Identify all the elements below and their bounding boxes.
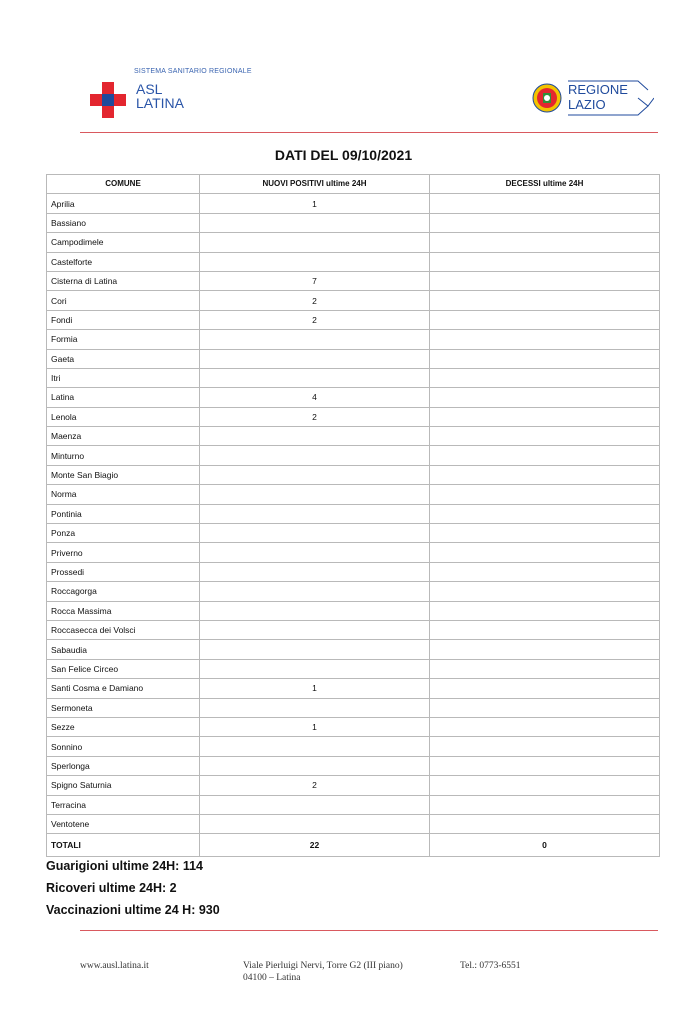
footer-website[interactable]: www.ausl.latina.it	[80, 961, 149, 971]
document-title: DATI DEL 09/10/2021	[274, 147, 413, 163]
cell-comune: Lenola	[47, 407, 200, 426]
cell-comune: Latina	[47, 388, 200, 407]
cell-positivi	[200, 620, 430, 639]
table-header-row	[47, 175, 660, 194]
cell-comune: Itri	[47, 368, 200, 387]
table-row	[47, 756, 660, 775]
table-row	[47, 233, 660, 252]
cell-decessi	[430, 659, 660, 678]
cell-positivi: 2	[200, 291, 430, 310]
cell-decessi	[430, 213, 660, 232]
asl-name-line2: LATINA	[136, 95, 184, 111]
table-row	[47, 291, 660, 310]
table-row	[47, 349, 660, 368]
cell-positivi	[200, 349, 430, 368]
cell-positivi	[200, 252, 430, 271]
cell-decessi	[430, 504, 660, 523]
cell-positivi	[200, 562, 430, 581]
cell-decessi	[430, 465, 660, 484]
table-row	[47, 543, 660, 562]
cell-positivi: 1	[200, 194, 430, 213]
cell-comune: Castelforte	[47, 252, 200, 271]
cell-positivi	[200, 427, 430, 446]
summary-ricoveri: Ricoveri ultime 24H: 2	[46, 881, 177, 895]
table-row	[47, 620, 660, 639]
table-row	[47, 562, 660, 581]
cell-positivi	[200, 756, 430, 775]
cell-comune: Sperlonga	[47, 756, 200, 775]
cell-comune: Spigno Saturnia	[47, 776, 200, 795]
cell-comune: Sermoneta	[47, 698, 200, 717]
table-body	[47, 194, 660, 834]
cell-comune: Roccasecca dei Volsci	[47, 620, 200, 639]
cell-comune: Roccagorga	[47, 582, 200, 601]
totals-positivi: 22	[200, 834, 430, 857]
cell-decessi	[430, 562, 660, 581]
cell-positivi: 2	[200, 776, 430, 795]
cell-decessi	[430, 368, 660, 387]
cell-comune: Sabaudia	[47, 640, 200, 659]
cell-positivi	[200, 601, 430, 620]
cell-comune: Rocca Massima	[47, 601, 200, 620]
table-row	[47, 252, 660, 271]
cell-decessi	[430, 776, 660, 795]
cell-comune: Priverno	[47, 543, 200, 562]
cell-comune: Terracina	[47, 795, 200, 814]
cell-decessi	[430, 446, 660, 465]
table-row	[47, 659, 660, 678]
table-row	[47, 427, 660, 446]
cell-decessi	[430, 349, 660, 368]
summary-vaccinazioni: Vaccinazioni ultime 24 H: 930	[46, 903, 220, 917]
cell-decessi	[430, 291, 660, 310]
cell-decessi	[430, 756, 660, 775]
cell-comune: Norma	[47, 485, 200, 504]
cell-comune: Maenza	[47, 427, 200, 446]
cell-comune: San Felice Circeo	[47, 659, 200, 678]
cell-comune: Monte San Biagio	[47, 465, 200, 484]
cell-positivi: 7	[200, 271, 430, 290]
table-row	[47, 679, 660, 698]
cell-positivi	[200, 524, 430, 543]
table-row	[47, 310, 660, 329]
cell-positivi	[200, 737, 430, 756]
cell-decessi	[430, 524, 660, 543]
cell-decessi	[430, 698, 660, 717]
regione-lazio-logo	[532, 80, 657, 120]
region-name-line1: REGIONE	[568, 82, 628, 97]
table-row	[47, 446, 660, 465]
cell-decessi	[430, 679, 660, 698]
cell-positivi	[200, 640, 430, 659]
table-row	[47, 194, 660, 213]
cell-decessi	[430, 640, 660, 659]
table-row	[47, 465, 660, 484]
cell-decessi	[430, 233, 660, 252]
cell-positivi: 1	[200, 717, 430, 736]
cell-comune: Pontinia	[47, 504, 200, 523]
cell-positivi: 2	[200, 310, 430, 329]
cell-positivi	[200, 582, 430, 601]
totals-decessi: 0	[430, 834, 660, 857]
table-row	[47, 582, 660, 601]
cell-decessi	[430, 485, 660, 504]
cell-positivi	[200, 698, 430, 717]
cell-positivi	[200, 330, 430, 349]
table-row	[47, 814, 660, 833]
cell-decessi	[430, 543, 660, 562]
cell-comune: Sonnino	[47, 737, 200, 756]
footer-address-line1: Viale Pierluigi Nervi, Torre G2 (III piano)	[243, 961, 403, 971]
cell-comune: Santi Cosma e Damiano	[47, 679, 200, 698]
cell-comune: Cisterna di Latina	[47, 271, 200, 290]
cell-comune: Gaeta	[47, 349, 200, 368]
regione-lazio-emblem-icon	[532, 82, 562, 114]
summary-guarigioni: Guarigioni ultime 24H: 114	[46, 859, 203, 873]
cell-decessi	[430, 388, 660, 407]
data-table	[46, 174, 660, 857]
cell-comune: Minturno	[47, 446, 200, 465]
totals-label: TOTALI	[47, 834, 200, 857]
cell-positivi: 4	[200, 388, 430, 407]
table-row	[47, 737, 660, 756]
table-row	[47, 795, 660, 814]
table-row	[47, 640, 660, 659]
cell-decessi	[430, 310, 660, 329]
cell-decessi	[430, 601, 660, 620]
cell-comune: Aprilia	[47, 194, 200, 213]
table-row	[47, 407, 660, 426]
cell-positivi	[200, 368, 430, 387]
table-totals-row	[47, 834, 660, 857]
cell-comune: Bassiano	[47, 213, 200, 232]
table-row	[47, 271, 660, 290]
cell-positivi	[200, 213, 430, 232]
cell-positivi	[200, 485, 430, 504]
cell-decessi	[430, 717, 660, 736]
cell-decessi	[430, 330, 660, 349]
cell-comune: Formia	[47, 330, 200, 349]
region-name-line2: LAZIO	[568, 97, 606, 112]
cell-comune: Prossedi	[47, 562, 200, 581]
cell-positivi	[200, 795, 430, 814]
table-row	[47, 485, 660, 504]
table-row	[47, 698, 660, 717]
asl-subtitle: SISTEMA SANITARIO REGIONALE	[134, 68, 252, 75]
cell-decessi	[430, 620, 660, 639]
cell-decessi	[430, 407, 660, 426]
cell-positivi	[200, 233, 430, 252]
cell-decessi	[430, 814, 660, 833]
cell-decessi	[430, 582, 660, 601]
cell-decessi	[430, 271, 660, 290]
cell-positivi	[200, 504, 430, 523]
column-header-positivi: NUOVI POSITIVI ultime 24H	[200, 175, 430, 194]
table-row	[47, 504, 660, 523]
header-divider	[80, 132, 658, 133]
cell-decessi	[430, 795, 660, 814]
table-row	[47, 213, 660, 232]
cell-decessi	[430, 737, 660, 756]
footer-divider	[80, 930, 658, 931]
footer-address	[243, 960, 403, 984]
asl-cross-logo-icon	[90, 82, 126, 118]
table-row	[47, 717, 660, 736]
cell-positivi	[200, 543, 430, 562]
cell-decessi	[430, 252, 660, 271]
cell-positivi	[200, 659, 430, 678]
table-row	[47, 368, 660, 387]
cell-positivi: 1	[200, 679, 430, 698]
cell-comune: Cori	[47, 291, 200, 310]
asl-name-line1: ASL	[136, 81, 163, 97]
table-row	[47, 388, 660, 407]
cell-comune: Ponza	[47, 524, 200, 543]
column-header-decessi: DECESSI ultime 24H	[430, 175, 660, 194]
cell-comune: Sezze	[47, 717, 200, 736]
cell-positivi	[200, 814, 430, 833]
column-header-comune: COMUNE	[47, 175, 200, 194]
cell-positivi: 2	[200, 407, 430, 426]
table-row	[47, 330, 660, 349]
cell-positivi	[200, 446, 430, 465]
cell-decessi	[430, 194, 660, 213]
table-row	[47, 776, 660, 795]
footer-phone: Tel.: 0773-6551	[460, 961, 521, 971]
cell-comune: Ventotene	[47, 814, 200, 833]
asl-latina-logo	[90, 68, 250, 120]
cell-comune: Fondi	[47, 310, 200, 329]
table-row	[47, 601, 660, 620]
cell-positivi	[200, 465, 430, 484]
cell-comune: Campodimele	[47, 233, 200, 252]
table-row	[47, 524, 660, 543]
cell-decessi	[430, 427, 660, 446]
footer-address-line2: 04100 – Latina	[243, 973, 301, 983]
